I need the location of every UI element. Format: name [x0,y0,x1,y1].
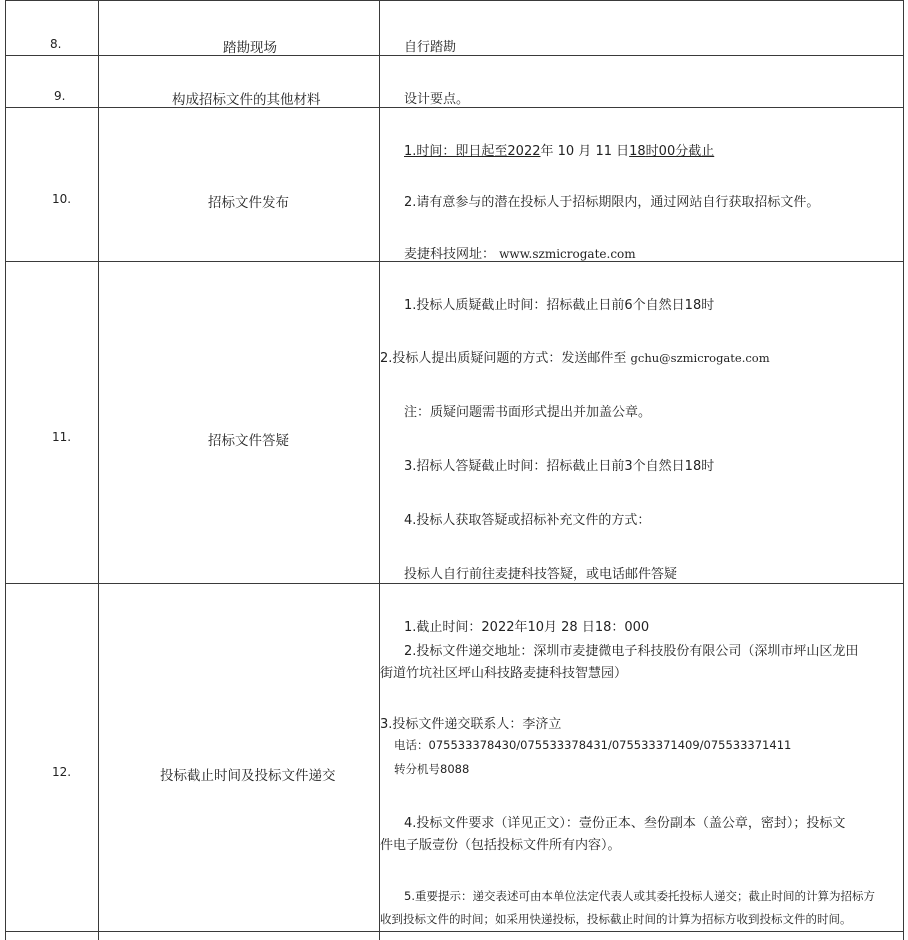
answer-method-detail: 投标人自行前往麦捷科技答疑，或电话邮件答疑 [404,567,678,582]
important-note-line-2: 收到投标文件的时间；如采用快递投标，投标截止时间的计算为招标方收到投标文件的时间。 [380,912,852,926]
phone-line: 电话：075533378430/075533378431/075533371409/075533371411 [394,738,792,752]
column-divider [98,0,99,940]
document-requirements-line-2: 件电子版壹份（包括投标文件所有内容）。 [380,838,621,853]
contact-line: 3.投标文件递交联系人：李济立 [380,717,562,732]
publish-method-line: 2.请有意参与的潜在投标人于招标期限内，通过网站自行获取招标文件。 [404,195,820,210]
column-divider [903,0,904,940]
row-divider [5,931,904,932]
row-divider [5,55,904,56]
column-divider [5,0,6,940]
row-number: 11. [52,430,72,444]
row-item-name: 投标截止时间及投标文件递交 [160,768,336,784]
extension-line: 转分机号8088 [394,762,470,776]
query-note-line: 注：质疑问题需书面形式提出并加盖公章。 [404,405,652,420]
column-divider [379,0,380,940]
row-divider [5,107,904,108]
website-line: 麦捷科技网址： www.szmicrogate.com [404,247,636,262]
row-content: 设计要点。 [404,92,470,107]
important-note-line: 5.重要提示：递交表述可由本单位法定代表人或其委托投标人递交；截止时间的计算为招标方 [404,889,875,903]
row-item-name: 踏勘现场 [223,40,277,56]
query-email[interactable]: gchu@szmicrogate.com [630,351,770,365]
row-number: 10. [52,192,72,206]
row-item-name: 招标文件答疑 [208,433,289,449]
website-url[interactable]: www.szmicrogate.com [499,247,636,261]
row-item-name: 招标文件发布 [208,195,289,211]
row-item-name: 构成招标文件的其他材料 [172,92,321,108]
row-number: 12. [52,765,72,779]
deadline-line: 1.截止时间：2022年10月 28 日18：000 [404,620,650,635]
submit-address-line: 2.投标文件递交地址：深圳市麦捷微电子科技股份有限公司（深圳市坪山区龙田 [404,644,859,659]
submit-address-line-2: 街道竹坑社区坪山科技路麦捷科技智慧园） [380,666,628,681]
answer-deadline-line: 3.招标人答疑截止时间：招标截止日前3个自然日18时 [404,459,715,474]
query-deadline-line: 1.投标人质疑截止时间：招标截止日前6个自然日18时 [404,298,715,313]
document-requirements-line: 4.投标文件要求（详见正文）：壹份正本、叁份副本（盖公章，密封）；投标文 [404,816,846,831]
answer-method-line: 4.投标人获取答疑或招标补充文件的方式： [404,513,651,528]
row-content: 自行踏勘 [404,40,457,55]
row-divider [5,0,904,1]
row-divider [5,583,904,584]
row-number: 9. [54,89,66,103]
publish-time-line: 1.时间：即日起至2022年 10 月 11 日18时00分截止 [404,144,715,159]
query-method-line: 2.投标人提出质疑问题的方式：发送邮件至 gchu@szmicrogate.com [380,351,770,366]
row-number: 8. [50,37,62,51]
